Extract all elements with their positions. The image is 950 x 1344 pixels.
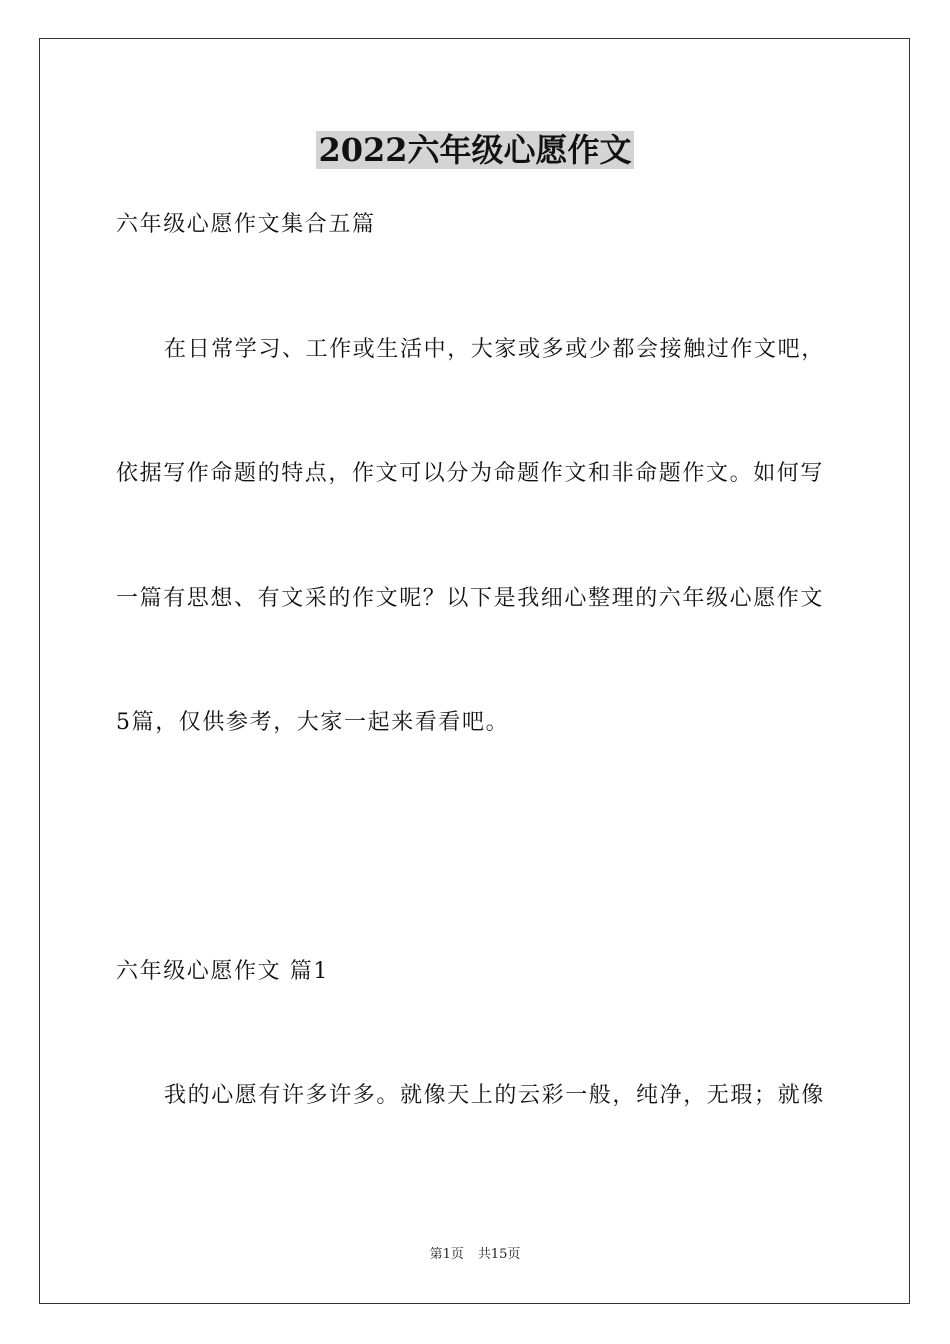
intro-line-4: 5篇，仅供参考，大家一起来看看吧。: [116, 710, 510, 735]
document-title-text: 2022六年级心愿作文: [318, 131, 632, 169]
intro-line-1: 在日常学习、工作或生活中，大家或多或少都会接触过作文吧，: [164, 337, 825, 362]
section-line-1: 我的心愿有许多许多。就像天上的云彩一般，纯净，无瑕；就像: [164, 1083, 825, 1108]
intro-line-2: 依据写作命题的特点，作文可以分为命题作文和非命题作文。如何写: [116, 461, 825, 486]
page-footer: [0, 1246, 950, 1264]
intro-line-3: 一篇有思想、有文采的作文呢？以下是我细心整理的六年级心愿作文: [116, 586, 825, 611]
document-subtitle: 六年级心愿作文集合五篇: [116, 212, 376, 237]
document-title: [0, 128, 950, 172]
footer-total-pages: 共15页: [477, 1247, 521, 1262]
section-heading: 六年级心愿作文 篇1: [116, 959, 329, 984]
footer-current-page: 第1页: [429, 1247, 464, 1262]
